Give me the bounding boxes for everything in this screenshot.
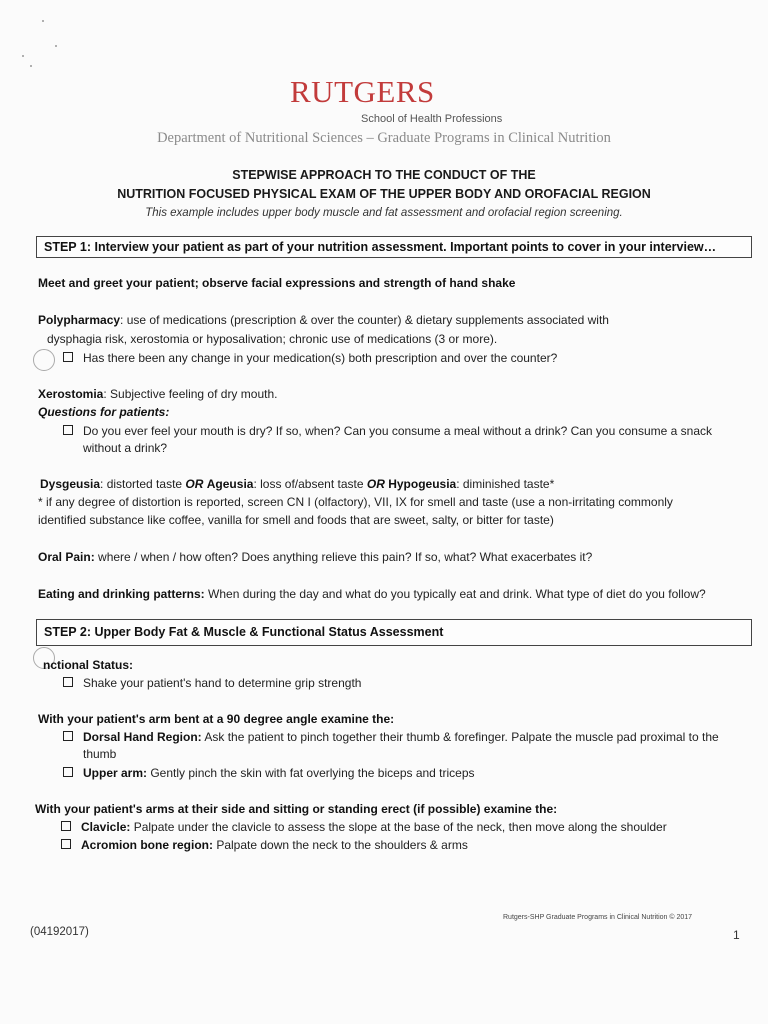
polypharmacy-text-line2: dysphagia risk, xerostomia or hyposalivation; chronic use of medications (3 or more). xyxy=(47,332,498,346)
checkbox[interactable] xyxy=(61,821,71,831)
footer-copyright: Rutgers-SHP Graduate Programs in Clinical Nutrition © 2017 xyxy=(503,914,693,921)
polypharmacy-text: : use of medications (prescription & over the counter) & dietary supplements associated with xyxy=(120,313,609,327)
oral-pain-label: Oral Pain: xyxy=(38,550,95,564)
polypharmacy-label: Polypharmacy xyxy=(38,313,121,327)
xerostomia-label: Xerostomia xyxy=(38,387,104,401)
greet-instruction: Meet and greet your patient; observe facial expressions and strength of hand shake xyxy=(38,276,516,290)
eating-patterns-text: When during the day and what do you typically eat and drink. What type of diet do you follow? xyxy=(204,587,706,601)
school-name: School of Health Professions xyxy=(361,113,503,125)
checkbox[interactable] xyxy=(61,839,71,849)
ageusia-label: Ageusia xyxy=(206,477,254,491)
questions-label: Questions for patients: xyxy=(38,405,170,419)
xerostomia-paragraph xyxy=(38,386,277,402)
dorsal-hand-text-line2: thumb xyxy=(83,747,117,761)
functional-status-item xyxy=(63,675,361,691)
step1-heading: STEP 1: Interview your patient as part of your nutrition assessment. Important points to cover in your interview… xyxy=(36,236,752,258)
checkbox[interactable] xyxy=(63,731,73,741)
dorsal-hand-text: Ask the patient to pinch together their thumb & forefinger. Palpate the muscle pad proximal to the xyxy=(201,730,719,744)
functional-status-label: nctional Status: xyxy=(43,658,134,672)
dysgeusia-paragraph xyxy=(40,476,554,492)
question-text: Has there been any change in your medication(s) both prescription and over the counter? xyxy=(83,351,558,365)
polypharmacy-question xyxy=(63,350,557,366)
clavicle-item xyxy=(61,819,667,835)
upper-arm-text: Gently pinch the skin with fat overlying the biceps and triceps xyxy=(147,766,475,780)
acromion-label: Acromion bone region: xyxy=(81,838,213,852)
checkbox[interactable] xyxy=(63,677,73,687)
xerostomia-question-line2: without a drink? xyxy=(83,441,168,455)
oral-pain-text: where / when / how often? Does anything relieve this pain? If so, what? What exacerbates it? xyxy=(94,550,593,564)
scan-speck xyxy=(30,65,32,67)
clavicle-label: Clavicle: xyxy=(81,820,131,834)
scan-speck xyxy=(42,20,44,22)
scan-speck xyxy=(55,45,57,47)
or-label: OR xyxy=(185,477,204,491)
dysgeusia-label: Dysgeusia xyxy=(40,477,101,491)
document-title-line1: STEPWISE APPROACH TO THE CONDUCT OF THE xyxy=(232,168,536,182)
document-title-line2: NUTRITION FOCUSED PHYSICAL EXAM OF THE UPPER BODY AND OROFACIAL REGION xyxy=(117,187,651,201)
dysgeusia-note-line2: identified substance like coffee, vanilla for smell and foods that are sweet, salty, or bitter for taste) xyxy=(38,513,554,527)
ageusia-text: : loss of/absent taste xyxy=(253,477,367,491)
upper-arm-label: Upper arm: xyxy=(83,766,148,780)
upper-arm-item xyxy=(63,765,475,781)
dorsal-hand-item xyxy=(63,729,719,745)
acromion-text: Palpate down the neck to the shoulders & arms xyxy=(213,838,468,852)
clavicle-text: Palpate under the clavicle to assess the slope at the base of the neck, then move along the shoulder xyxy=(130,820,667,834)
acromion-item xyxy=(61,837,468,853)
step2-heading: STEP 2: Upper Body Fat & Muscle & Functional Status Assessment xyxy=(36,619,752,646)
department-name: Department of Nutritional Sciences – Graduate Programs in Clinical Nutrition xyxy=(157,130,611,146)
rutgers-logo: RUTGERS xyxy=(290,74,435,109)
hypogeusia-label: Hypogeusia xyxy=(388,477,457,491)
xerostomia-text: : Subjective feeling of dry mouth. xyxy=(103,387,278,401)
polypharmacy-paragraph xyxy=(38,312,609,328)
dysgeusia-text: : distorted taste xyxy=(100,477,186,491)
page-number: 1 xyxy=(733,928,740,942)
document-subtitle: This example includes upper body muscle and fat assessment and orofacial region screening. xyxy=(145,207,623,219)
checkbox[interactable] xyxy=(63,425,73,435)
hypogeusia-text: : diminished taste* xyxy=(456,477,555,491)
arms-side-heading: With your patient's arms at their side and sitting or standing erect (if possible) examine the: xyxy=(35,802,558,816)
question-text: Do you ever feel your mouth is dry? If so, when? Can you consume a meal without a drink? Can you consume a snack xyxy=(83,424,712,438)
hole-punch-mark xyxy=(33,349,55,371)
eating-patterns-label: Eating and drinking patterns: xyxy=(38,587,205,601)
checkbox[interactable] xyxy=(63,352,73,362)
dysgeusia-note-line1: * if any degree of distortion is reported, screen CN I (olfactory), VII, IX for smell and taste (use a non-irritating commonly xyxy=(38,495,673,509)
checkbox[interactable] xyxy=(63,767,73,777)
footer-document-code: (04192017) xyxy=(30,926,89,938)
arm-bent-heading: With your patient's arm bent at a 90 degree angle examine the: xyxy=(38,712,395,726)
dorsal-hand-label: Dorsal Hand Region: xyxy=(83,730,202,744)
scan-speck xyxy=(22,55,24,57)
item-text: Shake your patient's hand to determine grip strength xyxy=(83,676,362,690)
or-label: OR xyxy=(366,477,385,491)
eating-patterns-paragraph xyxy=(38,586,706,602)
xerostomia-question xyxy=(63,423,712,439)
oral-pain-paragraph xyxy=(38,549,592,565)
